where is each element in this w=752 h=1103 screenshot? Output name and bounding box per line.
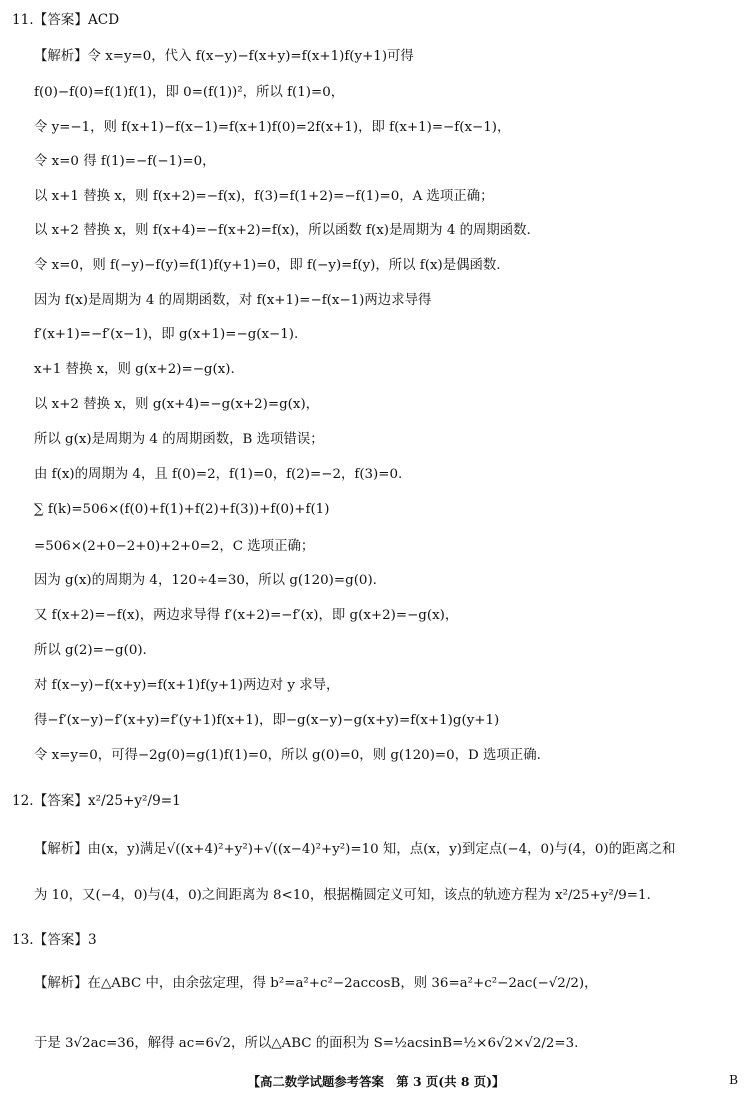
- q11-summation-line: ∑ f(k)=506×(f(0)+f(1)+f(2)+f(3))+f(0)+f(1): [34, 502, 330, 517]
- q11-solution-line: 令 x=0 得 f(1)=−f(−1)=0，: [34, 154, 216, 169]
- q11-solution-line: f(0)−f(0)=f(1)f(1)，即 0=(f(1))²，所以 f(1)=0，: [34, 85, 345, 100]
- page-footer: 【高二数学试题参考答案 第 3 页(共 8 页)】: [247, 1074, 505, 1089]
- q13-answer-heading: 13.【答案】3: [12, 932, 97, 948]
- q11-solution-line: 由 f(x)的周期为 4，且 f(0)=2，f(1)=0，f(2)=−2，f(3)=0.: [34, 467, 403, 482]
- q13-solution-line: 于是 3√2ac=36，解得 ac=6√2，所以△ABC 的面积为 S=½acsinB=½×6√2×√2/2=3.: [34, 1036, 579, 1051]
- q11-solution-line: 令 y=−1，则 f(x+1)−f(x−1)=f(x+1)f(0)=2f(x+1)，即 f(x+1)=−f(x−1)，: [34, 120, 511, 135]
- q11-solution-line: f′(x+1)=−f′(x−1)，即 g(x+1)=−g(x−1).: [34, 327, 299, 342]
- q12-answer-heading: 12.【答案】x²/25+y²/9=1: [12, 793, 181, 809]
- q11-solution-line: 以 x+2 替换 x，则 g(x+4)=−g(x+2)=g(x)，: [34, 397, 320, 412]
- q11-answer-heading: 11.【答案】ACD: [12, 12, 120, 28]
- q11-solution-line: 令 x=y=0，可得−2g(0)=g(1)f(1)=0，所以 g(0)=0，则 g(120)=0，D 选项正确.: [34, 748, 541, 763]
- q11-solution-line: 所以 g(x)是周期为 4 的周期函数，B 选项错误；: [34, 432, 324, 447]
- q11-solution-line: 以 x+2 替换 x，则 f(x+4)=−f(x+2)=f(x)，所以函数 f(x)是周期为 4 的周期函数.: [34, 223, 531, 238]
- q11-solution-line: 【解析】令 x=y=0，代入 f(x−y)−f(x+y)=f(x+1)f(y+1)可得: [34, 49, 414, 64]
- q11-solution-line: 所以 g(2)=−g(0).: [34, 643, 147, 658]
- q12-solution-line: 为 10，又(−4，0)与(4，0)之间距离为 8<10，根据椭圆定义可知，该点的轨迹方程为 x²/25+y²/9=1.: [34, 888, 651, 903]
- q11-solution-line: 以 x+1 替换 x，则 f(x+2)=−f(x)，f(3)=f(1+2)=−f(1)=0，A 选项正确；: [34, 189, 494, 204]
- q11-solution-line: 因为 g(x)的周期为 4，120÷4=30，所以 g(120)=g(0).: [34, 573, 377, 588]
- q13-solution-line: 【解析】在△ABC 中，由余弦定理，得 b²=a²+c²−2accosB，则 36=a²+c²−2ac(−√2/2)，: [34, 976, 598, 991]
- q11-solution-line: 得−f′(x−y)−f′(x+y)=f′(y+1)f(x+1)，即−g(x−y)−g(x+y)=f(x+1)g(y+1): [34, 713, 500, 728]
- q11-solution-line: x+1 替换 x，则 g(x+2)=−g(x).: [34, 362, 235, 377]
- paper-version-letter: B: [729, 1072, 739, 1087]
- q12-solution-line: 【解析】由(x，y)满足√((x+4)²+y²)+√((x−4)²+y²)=10 知，点(x，y)到定点(−4，0)与(4，0)的距离之和: [34, 842, 676, 857]
- q11-solution-line: 令 x=0，则 f(−y)−f(y)=f(1)f(y+1)=0，即 f(−y)=f(y)，所以 f(x)是偶函数.: [34, 258, 501, 273]
- q11-solution-line: 因为 f(x)是周期为 4 的周期函数，对 f(x+1)=−f(x−1)两边求导得: [34, 293, 432, 308]
- q11-solution-line: 又 f(x+2)=−f(x)，两边求导得 f′(x+2)=−f′(x)，即 g(x+2)=−g(x)，: [34, 608, 459, 623]
- q11-solution-line: =506×(2+0−2+0)+2+0=2，C 选项正确；: [34, 539, 315, 554]
- q11-solution-line: 对 f(x−y)−f(x+y)=f(x+1)f(y+1)两边对 y 求导，: [34, 678, 340, 693]
